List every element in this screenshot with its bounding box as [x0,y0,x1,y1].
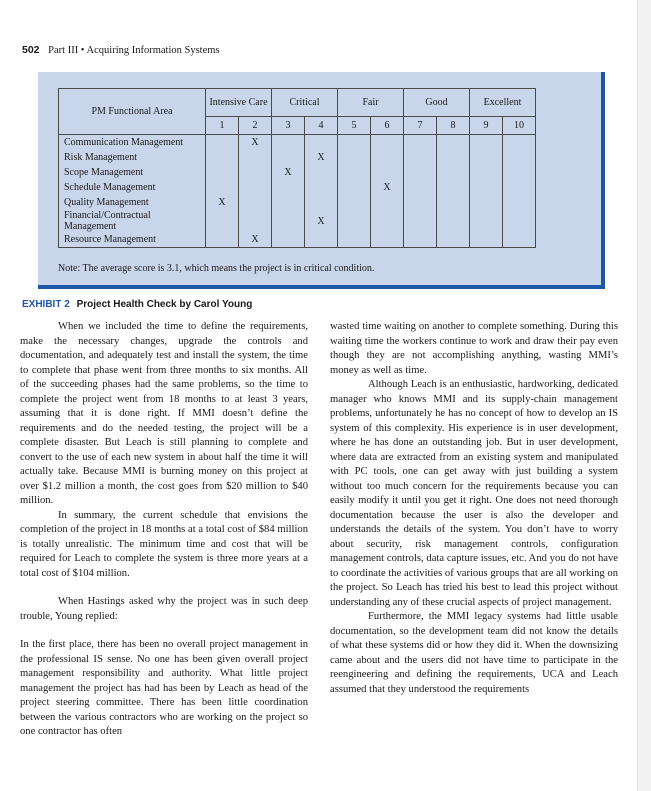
score-cell [206,232,239,248]
table-row [59,135,536,151]
score-cell: X [239,135,272,151]
table-row [59,150,536,165]
score-cell [437,150,470,165]
running-title: Part III • Acquiring Information Systems [48,45,220,56]
score-header: 7 [404,117,437,135]
table-row [59,165,536,180]
score-header: 1 [206,117,239,135]
row-label: Schedule Management [59,180,206,195]
score-cell [437,232,470,248]
score-cell: X [272,165,305,180]
score-cell [305,180,338,195]
score-cell [371,195,404,210]
score-cell [470,150,503,165]
table-row [59,195,536,210]
score-cell [503,180,536,195]
exhibit-box [38,72,605,289]
row-label: Quality Management [59,195,206,210]
page-edge-strip [637,0,651,791]
paragraph: wasted time waiting on another to complete something. During this waiting time the workers continue to work and draw their pay even though they are not accomplishing anything, wasting MMI’s money as well as time. [330,321,618,376]
score-cell [470,210,503,232]
score-cell [239,195,272,210]
score-cell [338,180,371,195]
score-cell [404,195,437,210]
block-quote: In the first place, there has been no overall project management in the professional IS sense. No one has been given overall project management responsibility and authority. What little project management the project has had has been by Leach as head of the project steering committee. There has been little coordination between the various contractors who are working on the project so one contractor has often [20,639,308,737]
row-label: Scope Management [59,165,206,180]
score-cell [404,232,437,248]
row-label: Resource Management [59,232,206,248]
score-header: 4 [305,117,338,135]
score-cell [470,180,503,195]
score-cell: X [305,210,338,232]
score-cell [206,135,239,151]
score-cell [239,210,272,232]
score-cell [338,232,371,248]
row-label: Communication Management [59,135,206,151]
score-cell [404,165,437,180]
row-label: Risk Management [59,150,206,165]
score-cell [404,150,437,165]
score-cell [338,210,371,232]
score-cell [371,232,404,248]
score-cell [503,135,536,151]
score-cell [404,135,437,151]
score-cell [272,180,305,195]
score-cell [503,165,536,180]
score-cell [470,232,503,248]
score-cell [338,165,371,180]
score-cell [305,195,338,210]
page-number: 502 [22,44,40,56]
score-cell: X [371,180,404,195]
score-cell [503,210,536,232]
score-header: 10 [503,117,536,135]
score-header: 3 [272,117,305,135]
score-header: 5 [338,117,371,135]
score-cell [437,180,470,195]
score-cell [503,232,536,248]
left-column [20,320,308,740]
group-header: Good [404,89,470,117]
score-cell [272,210,305,232]
score-cell [206,210,239,232]
exhibit-title: Project Health Check by Carol Young [76,299,253,310]
score-cell [404,210,437,232]
right-column [330,320,618,697]
running-header [22,44,220,56]
score-cell [437,195,470,210]
row-label: Financial/Contractual Management [59,210,206,232]
group-header: Excellent [470,89,536,117]
score-cell [503,195,536,210]
score-cell: X [305,150,338,165]
paragraph: When Hastings asked why the project was in such deep trouble, Young replied: [20,596,308,622]
score-header: 9 [470,117,503,135]
paragraph: When we included the time to define the requirements, make the necessary changes, upgrade the controls and documentation, and adequately test and install the system, the time to complete that phase went from three months to six months. All of the succeeding phases had the same problems, so the time to complete the project went from 18 months to at least 3 years, assuming that it is done right. If MMI doesn’t define the requirements and do the needed testing, the project will be a complete disaster. But Leach is still planning to complete and convert to the use of each new system in about half the time it will actually take. Because MMI is burning money on this project at over $1.2 million a month, the cost goes from $20 million to $40 million. [20,321,308,506]
score-cell [338,195,371,210]
score-cell: X [206,195,239,210]
exhibit-caption [22,299,252,310]
table-row [59,180,536,195]
score-cell [338,135,371,151]
score-cell [206,180,239,195]
paragraph: Although Leach is an enthusiastic, hardworking, dedicated manager who knows MMI and its supply-chain management problems, unfortunately he has no concept of how to develop an IS system of this complexity. His experience is in user development, where he has done an outstanding job. But in user development, where data are extracted from an existing system and manipulated with PC tools, one can get away with just building a system without too much concern for the requirements because you can easily modify it until you get it right. One does not need thorough documentation because the user is also the developer and understands the details of the system. You don’t have to worry about security, risk management controls, configuration management controls, data capture issues, etc. And you do not have to coordinate the activities of various groups that are all working on the project. So Leach has tried his best to lead this project without understanding any of these crucial aspects of project management. [330,379,618,608]
score-cell [338,150,371,165]
paragraph: In summary, the current schedule that envisions the completion of the project in 18 months at a total cost of $84 million is totally unrealistic. The minimum time and cost that will be required for Leach to complete the system is three more years at a total cost of $104 million. [20,509,308,579]
score-cell [371,150,404,165]
score-header: 2 [239,117,272,135]
group-header: Critical [272,89,338,117]
table-row [59,210,536,232]
paragraph: Furthermore, the MMI legacy systems had little usable documentation, so the development team did not know the details of what these systems did or how they did it. When the downsizing came about and the users did not have time to participate in the reengineering and defining the requirements, UCA and Leach assumed that they understood the requirements [330,611,618,695]
score-cell [272,150,305,165]
score-cell [470,195,503,210]
score-cell [371,165,404,180]
table-note: Note: The average score is 3.1, which means the project is in critical condition. [58,263,375,274]
table-row [59,232,536,248]
score-header: 6 [371,117,404,135]
score-cell [305,232,338,248]
score-header: 8 [437,117,470,135]
score-cell [272,195,305,210]
score-cell: X [239,232,272,248]
score-cell [239,180,272,195]
score-cell [305,165,338,180]
score-cell [239,150,272,165]
score-cell [239,165,272,180]
score-cell [437,165,470,180]
exhibit-label: EXHIBIT 2 [22,299,70,310]
score-cell [272,232,305,248]
score-cell [371,210,404,232]
health-check-table [58,88,536,248]
score-cell [437,210,470,232]
score-cell [404,180,437,195]
score-cell [206,165,239,180]
area-header: PM Functional Area [59,89,206,135]
score-cell [371,135,404,151]
score-cell [470,135,503,151]
score-cell [503,150,536,165]
group-header: Fair [338,89,404,117]
score-cell [272,135,305,151]
score-cell [206,150,239,165]
score-cell [305,135,338,151]
group-header: Intensive Care [206,89,272,117]
score-cell [437,135,470,151]
score-cell [470,165,503,180]
